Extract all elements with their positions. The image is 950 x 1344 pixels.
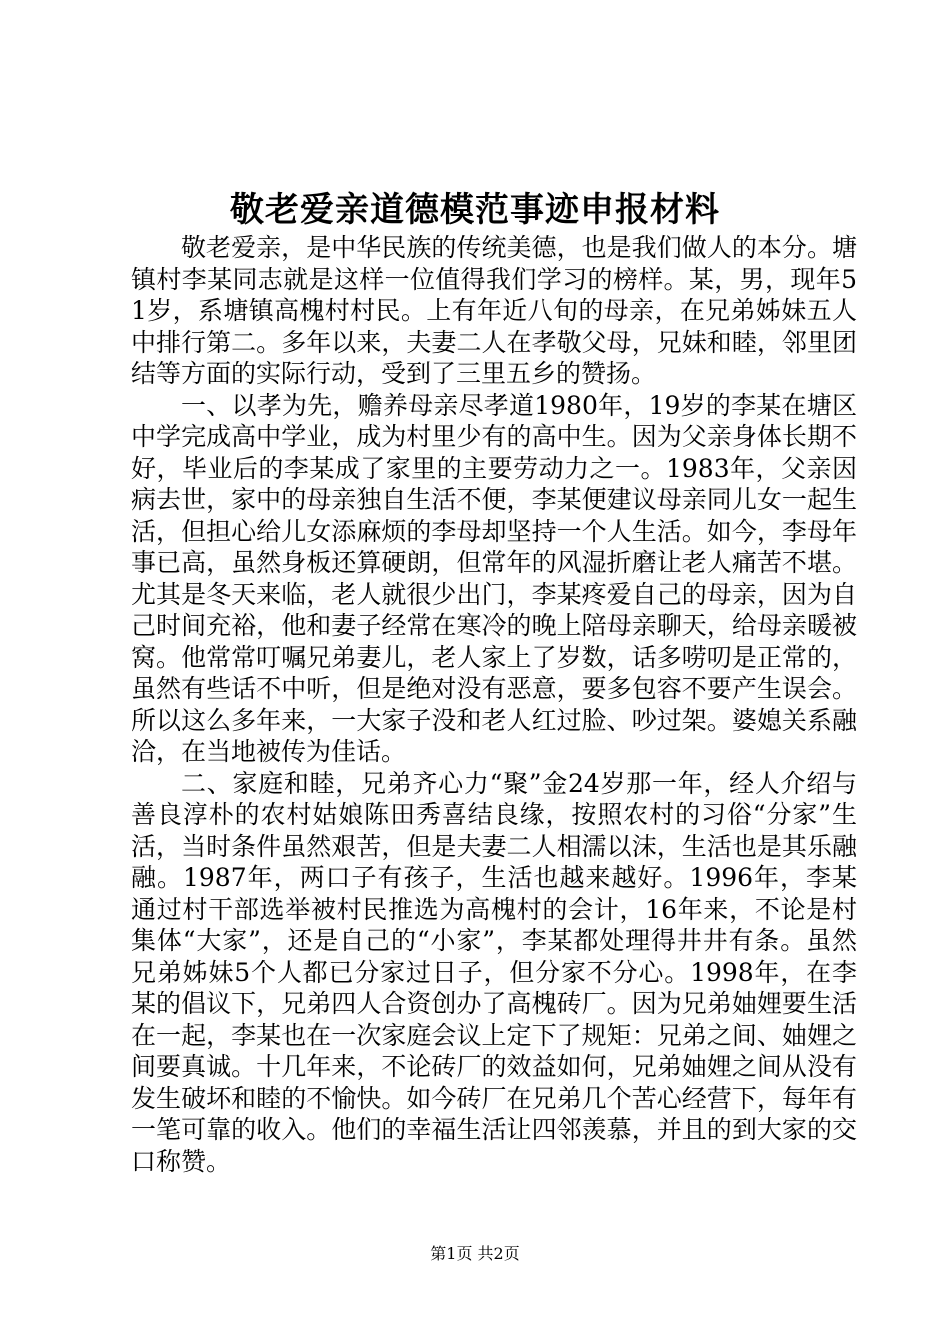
page-number-footer: 第1页 共2页 (430, 1244, 520, 1263)
paragraph-intro: 敬老爱亲，是中华民族的传统美德，也是我们做人的本分。塘镇村李某同志就是这样一位值得我们学习的榜样。某，男，现年51岁，系塘镇高槐村村民。上有年近八旬的母亲，在兄弟姊妹五人中排行第二。多年以来，夫妻二人在孝敬父母，兄妹和睦，邻里团结等方面的实际行动，受到了三里五乡的赞扬。 (131, 233, 857, 388)
paragraph-section-1: 一、以孝为先，赡养母亲尽孝道1980年，19岁的李某在塘区中学完成高中学业，成为村里少有的高中生。因为父亲身体长期不好，毕业后的李某成了家里的主要劳动力之一。1983年，父亲因病去世，家中的母亲独自生活不便，李某便建议母亲同儿女一起生活，但担心给儿女添麻烦的李母却坚持一个人生活。如今，李母年事已高，虽然身板还算硬朗，但常年的风湿折磨让老人痛苦不堪。尤其是冬天来临，老人就很少出门，李某疼爱自己的母亲，因为自己时间充裕，他和妻子经常在寒冷的晚上陪母亲聊天，给母亲暖被窝。他常常叮嘱兄弟妻儿，老人家上了岁数，话多唠叨是正常的，虽然有些话不中听，但是绝对没有恶意，要多包容不要产生误会。所以这么多年来，一大家子没和老人红过脸、吵过架。婆媳关系融洽，在当地被传为佳话。 (131, 390, 857, 766)
paragraph-section-2: 二、家庭和睦，兄弟齐心力“聚”金24岁那一年，经人介绍与善良淳朴的农村姑娘陈田秀喜结良缘，按照农村的习俗“分家”生活，当时条件虽然艰苦，但是夫妻二人相濡以沫，生活也是其乐融融。1987年，两口子有孩子，生活也越来越好。1996年，李某通过村干部选举被村民推选为高槐村的会计，16年来，不论是村集体“大家”，还是自己的“小家”，李某都处理得井井有条。虽然兄弟姊妹5个人都已分家过日子，但分家不分心。1998年，在李某的倡议下，兄弟四人合资创办了高槐砖厂。因为兄弟妯娌要生活在一起，李某也在一次家庭会议上定下了规矩：兄弟之间、妯娌之间要真诚。十几年来，不论砖厂的效益如何，兄弟妯娌之间从没有发生破坏和睦的不愉快。如今砖厂在兄弟几个苦心经营下，每年有一笔可靠的收入。他们的幸福生活让四邻羡慕，并且的到大家的交口称赞。 (131, 768, 857, 1176)
page-title: 敬老爱亲道德模范事迹申报材料 (230, 190, 720, 230)
document-body (131, 232, 857, 1177)
